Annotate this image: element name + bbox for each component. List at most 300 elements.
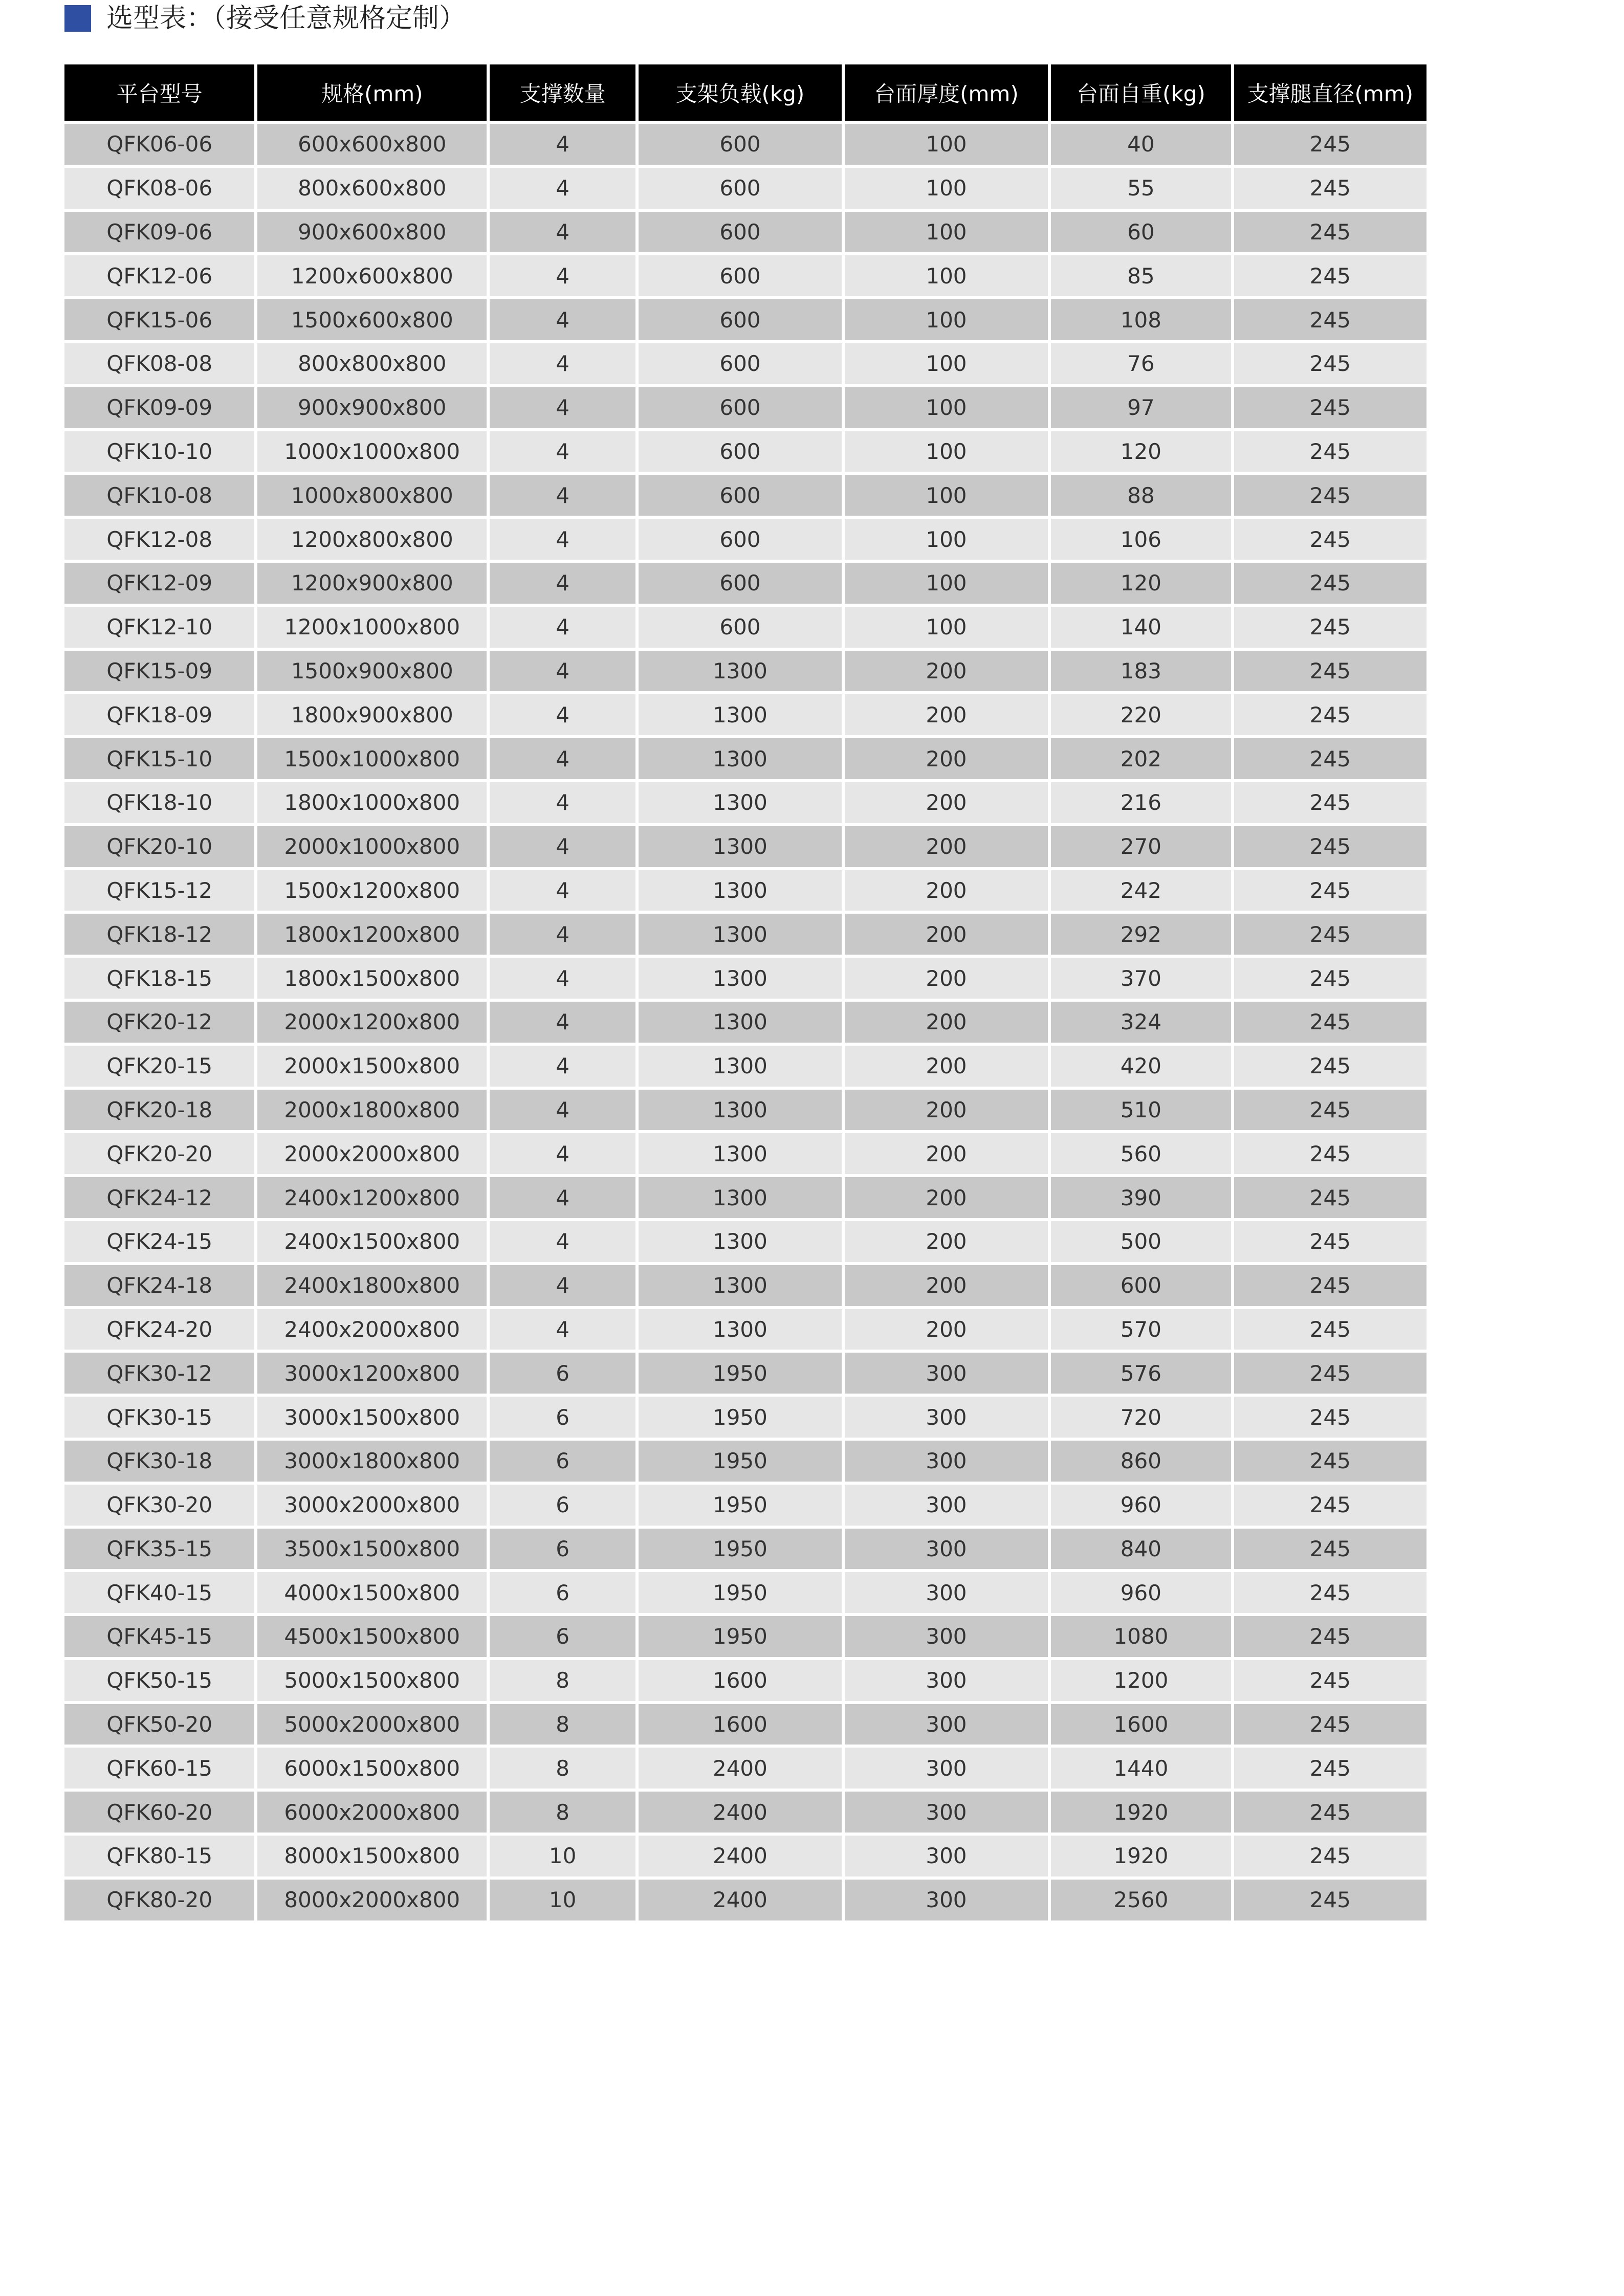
table-cell-thickness: 300 [845, 1704, 1048, 1745]
table-cell-leg-diameter: 245 [1234, 1704, 1427, 1745]
table-cell-load: 1300 [639, 1133, 842, 1174]
table-row [64, 870, 1427, 911]
table-cell-model: QFK35-15 [64, 1529, 254, 1570]
table-cell-weight: 270 [1051, 826, 1231, 867]
table-cell-model: QFK15-12 [64, 870, 254, 911]
table-cell-support-count: 6 [490, 1397, 635, 1438]
table-cell-load: 1600 [639, 1704, 842, 1745]
table-cell-load: 1300 [639, 1265, 842, 1306]
table-row [64, 1441, 1427, 1482]
table-row [64, 1485, 1427, 1526]
table-cell-thickness: 100 [845, 387, 1048, 428]
table-cell-weight: 202 [1051, 738, 1231, 779]
table-cell-support-count: 4 [490, 607, 635, 648]
table-cell-weight: 120 [1051, 563, 1231, 604]
table-cell-model: QFK09-06 [64, 212, 254, 253]
table-cell-support-count: 4 [490, 475, 635, 516]
table-cell-thickness: 200 [845, 1265, 1048, 1306]
table-cell-spec: 900x900x800 [257, 387, 487, 428]
table-cell-load: 1300 [639, 1221, 842, 1262]
table-cell-support-count: 4 [490, 431, 635, 472]
table-cell-leg-diameter: 245 [1234, 1397, 1427, 1438]
table-cell-weight: 1920 [1051, 1836, 1231, 1876]
table-cell-thickness: 100 [845, 255, 1048, 296]
table-row [64, 1748, 1427, 1789]
table-cell-weight: 960 [1051, 1485, 1231, 1526]
table-cell-weight: 1920 [1051, 1792, 1231, 1833]
table-header-row [64, 64, 1427, 121]
table-cell-thickness: 200 [845, 1309, 1048, 1350]
table-cell-weight: 500 [1051, 1221, 1231, 1262]
table-cell-support-count: 4 [490, 914, 635, 955]
table-cell-leg-diameter: 245 [1234, 255, 1427, 296]
column-header-model: 平台型号 [64, 64, 254, 121]
table-row [64, 1265, 1427, 1306]
table-cell-support-count: 4 [490, 738, 635, 779]
table-cell-thickness: 200 [845, 1090, 1048, 1131]
table-row [64, 387, 1427, 428]
table-row [64, 958, 1427, 999]
table-cell-model: QFK30-18 [64, 1441, 254, 1482]
table-cell-leg-diameter: 245 [1234, 168, 1427, 209]
table-cell-thickness: 100 [845, 431, 1048, 472]
table-cell-model: QFK15-09 [64, 651, 254, 692]
table-cell-model: QFK18-10 [64, 782, 254, 823]
table-cell-load: 1300 [639, 870, 842, 911]
table-cell-weight: 106 [1051, 519, 1231, 560]
table-cell-support-count: 4 [490, 826, 635, 867]
table-cell-thickness: 200 [845, 738, 1048, 779]
table-cell-model: QFK20-18 [64, 1090, 254, 1131]
table-cell-weight: 720 [1051, 1397, 1231, 1438]
table-cell-support-count: 10 [490, 1836, 635, 1876]
table-row [64, 1309, 1427, 1350]
table-cell-spec: 2000x1500x800 [257, 1046, 487, 1087]
column-header-thickness: 台面厚度(mm) [845, 64, 1048, 121]
table-cell-spec: 2000x2000x800 [257, 1133, 487, 1174]
table-cell-weight: 120 [1051, 431, 1231, 472]
table-cell-model: QFK24-12 [64, 1177, 254, 1218]
table-cell-thickness: 200 [845, 782, 1048, 823]
table-cell-weight: 420 [1051, 1046, 1231, 1087]
table-cell-thickness: 100 [845, 212, 1048, 253]
table-cell-thickness: 200 [845, 870, 1048, 911]
table-cell-thickness: 100 [845, 519, 1048, 560]
table-cell-thickness: 200 [845, 1221, 1048, 1262]
table-cell-leg-diameter: 245 [1234, 1353, 1427, 1394]
table-cell-support-count: 4 [490, 958, 635, 999]
table-cell-spec: 2000x1200x800 [257, 1002, 487, 1043]
table-cell-leg-diameter: 245 [1234, 782, 1427, 823]
table-cell-thickness: 200 [845, 1133, 1048, 1174]
table-cell-load: 2400 [639, 1748, 842, 1789]
table-cell-support-count: 4 [490, 519, 635, 560]
table-cell-spec: 1000x800x800 [257, 475, 487, 516]
table-cell-leg-diameter: 245 [1234, 1133, 1427, 1174]
table-cell-spec: 1800x900x800 [257, 694, 487, 735]
table-cell-model: QFK20-15 [64, 1046, 254, 1087]
table-cell-model: QFK80-20 [64, 1880, 254, 1920]
table-cell-support-count: 8 [490, 1792, 635, 1833]
table-cell-leg-diameter: 245 [1234, 1265, 1427, 1306]
table-cell-weight: 600 [1051, 1265, 1231, 1306]
table-cell-thickness: 300 [845, 1441, 1048, 1482]
table-cell-spec: 600x600x800 [257, 124, 487, 165]
table-cell-support-count: 4 [490, 694, 635, 735]
table-cell-weight: 324 [1051, 1002, 1231, 1043]
table-cell-model: QFK06-06 [64, 124, 254, 165]
table-cell-spec: 1200x900x800 [257, 563, 487, 604]
table-cell-leg-diameter: 245 [1234, 1177, 1427, 1218]
table-cell-support-count: 8 [490, 1660, 635, 1701]
table-cell-model: QFK50-15 [64, 1660, 254, 1701]
table-row [64, 299, 1427, 340]
table-cell-spec: 1000x1000x800 [257, 431, 487, 472]
table-cell-model: QFK80-15 [64, 1836, 254, 1876]
table-cell-load: 1300 [639, 914, 842, 955]
table-cell-load: 1950 [639, 1529, 842, 1570]
table-cell-spec: 2400x1800x800 [257, 1265, 487, 1306]
table-cell-weight: 576 [1051, 1353, 1231, 1394]
table-cell-leg-diameter: 245 [1234, 870, 1427, 911]
table-cell-weight: 1600 [1051, 1704, 1231, 1745]
table-cell-support-count: 6 [490, 1529, 635, 1570]
table-cell-thickness: 100 [845, 299, 1048, 340]
table-row [64, 431, 1427, 472]
table-row [64, 212, 1427, 253]
table-cell-weight: 1440 [1051, 1748, 1231, 1789]
table-cell-spec: 4500x1500x800 [257, 1616, 487, 1657]
table-cell-thickness: 300 [845, 1572, 1048, 1613]
table-cell-weight: 76 [1051, 343, 1231, 384]
selection-table [61, 61, 1430, 1924]
table-cell-load: 1300 [639, 826, 842, 867]
table-cell-load: 600 [639, 255, 842, 296]
table-cell-support-count: 4 [490, 168, 635, 209]
table-cell-leg-diameter: 245 [1234, 1002, 1427, 1043]
table-cell-weight: 860 [1051, 1441, 1231, 1482]
table-cell-load: 600 [639, 124, 842, 165]
table-cell-model: QFK12-06 [64, 255, 254, 296]
table-cell-weight: 1080 [1051, 1616, 1231, 1657]
table-cell-load: 600 [639, 431, 842, 472]
table-cell-weight: 560 [1051, 1133, 1231, 1174]
table-cell-support-count: 4 [490, 870, 635, 911]
table-cell-model: QFK18-09 [64, 694, 254, 735]
table-row [64, 168, 1427, 209]
table-row [64, 1397, 1427, 1438]
table-cell-spec: 3000x2000x800 [257, 1485, 487, 1526]
table-cell-model: QFK45-15 [64, 1616, 254, 1657]
table-cell-spec: 8000x2000x800 [257, 1880, 487, 1920]
table-cell-load: 600 [639, 168, 842, 209]
table-cell-model: QFK12-08 [64, 519, 254, 560]
table-cell-load: 600 [639, 607, 842, 648]
table-cell-spec: 2000x1000x800 [257, 826, 487, 867]
table-cell-thickness: 200 [845, 1046, 1048, 1087]
table-cell-weight: 40 [1051, 124, 1231, 165]
table-cell-thickness: 200 [845, 826, 1048, 867]
table-cell-load: 1300 [639, 1002, 842, 1043]
table-cell-leg-diameter: 245 [1234, 343, 1427, 384]
table-row [64, 124, 1427, 165]
table-cell-thickness: 300 [845, 1792, 1048, 1833]
table-cell-model: QFK09-09 [64, 387, 254, 428]
table-cell-load: 1950 [639, 1397, 842, 1438]
table-cell-spec: 3000x1200x800 [257, 1353, 487, 1394]
table-cell-support-count: 4 [490, 299, 635, 340]
table-cell-thickness: 200 [845, 1002, 1048, 1043]
table-cell-load: 1300 [639, 1309, 842, 1350]
table-row [64, 1046, 1427, 1087]
table-cell-thickness: 300 [845, 1353, 1048, 1394]
table-cell-load: 600 [639, 475, 842, 516]
table-cell-support-count: 10 [490, 1880, 635, 1920]
table-row [64, 738, 1427, 779]
table-row [64, 1221, 1427, 1262]
table-cell-thickness: 100 [845, 124, 1048, 165]
table-cell-model: QFK50-20 [64, 1704, 254, 1745]
table-cell-spec: 2400x2000x800 [257, 1309, 487, 1350]
table-cell-model: QFK60-20 [64, 1792, 254, 1833]
table-row [64, 914, 1427, 955]
table-cell-support-count: 6 [490, 1485, 635, 1526]
table-cell-weight: 840 [1051, 1529, 1231, 1570]
table-cell-support-count: 4 [490, 343, 635, 384]
table-cell-leg-diameter: 245 [1234, 958, 1427, 999]
table-cell-spec: 1500x1000x800 [257, 738, 487, 779]
column-header-spec: 规格(mm) [257, 64, 487, 121]
table-cell-leg-diameter: 245 [1234, 1748, 1427, 1789]
table-body [64, 124, 1427, 1920]
table-cell-spec: 1200x1000x800 [257, 607, 487, 648]
table-row [64, 1616, 1427, 1657]
table-cell-model: QFK18-12 [64, 914, 254, 955]
table-cell-leg-diameter: 245 [1234, 1792, 1427, 1833]
table-row [64, 343, 1427, 384]
table-cell-thickness: 100 [845, 343, 1048, 384]
table-cell-load: 600 [639, 519, 842, 560]
table-cell-support-count: 4 [490, 1309, 635, 1350]
table-row [64, 563, 1427, 604]
table-cell-spec: 1800x1500x800 [257, 958, 487, 999]
table-row [64, 255, 1427, 296]
table-cell-support-count: 6 [490, 1441, 635, 1482]
table-cell-spec: 800x800x800 [257, 343, 487, 384]
table-cell-leg-diameter: 245 [1234, 738, 1427, 779]
table-cell-model: QFK30-20 [64, 1485, 254, 1526]
table-cell-thickness: 300 [845, 1485, 1048, 1526]
table-row [64, 651, 1427, 692]
table-cell-spec: 1800x1000x800 [257, 782, 487, 823]
table-cell-support-count: 6 [490, 1572, 635, 1613]
table-cell-thickness: 200 [845, 694, 1048, 735]
table-row [64, 1880, 1427, 1920]
table-cell-thickness: 200 [845, 914, 1048, 955]
table-cell-load: 1950 [639, 1441, 842, 1482]
table-cell-leg-diameter: 245 [1234, 124, 1427, 165]
table-cell-weight: 216 [1051, 782, 1231, 823]
table-cell-leg-diameter: 245 [1234, 212, 1427, 253]
table-cell-spec: 3000x1500x800 [257, 1397, 487, 1438]
table-cell-leg-diameter: 245 [1234, 519, 1427, 560]
table-cell-leg-diameter: 245 [1234, 1616, 1427, 1657]
table-cell-leg-diameter: 245 [1234, 1880, 1427, 1920]
table-cell-weight: 85 [1051, 255, 1231, 296]
table-cell-leg-diameter: 245 [1234, 1309, 1427, 1350]
table-cell-load: 1300 [639, 958, 842, 999]
table-cell-model: QFK12-10 [64, 607, 254, 648]
table-cell-support-count: 4 [490, 563, 635, 604]
table-cell-thickness: 300 [845, 1660, 1048, 1701]
table-row [64, 1353, 1427, 1394]
table-cell-support-count: 4 [490, 212, 635, 253]
table-row [64, 1133, 1427, 1174]
table-cell-support-count: 4 [490, 1002, 635, 1043]
table-cell-model: QFK08-08 [64, 343, 254, 384]
table-row [64, 519, 1427, 560]
table-cell-support-count: 4 [490, 782, 635, 823]
table-cell-load: 600 [639, 563, 842, 604]
table-cell-leg-diameter: 245 [1234, 914, 1427, 955]
table-cell-support-count: 8 [490, 1704, 635, 1745]
table-cell-spec: 2400x1200x800 [257, 1177, 487, 1218]
table-cell-spec: 4000x1500x800 [257, 1572, 487, 1613]
table-row [64, 1002, 1427, 1043]
table-cell-leg-diameter: 245 [1234, 387, 1427, 428]
table-row [64, 1792, 1427, 1833]
table-cell-load: 1300 [639, 1046, 842, 1087]
table-cell-weight: 960 [1051, 1572, 1231, 1613]
table-cell-thickness: 100 [845, 563, 1048, 604]
table-cell-support-count: 4 [490, 651, 635, 692]
table-cell-spec: 6000x2000x800 [257, 1792, 487, 1833]
table-cell-spec: 8000x1500x800 [257, 1836, 487, 1876]
table-cell-model: QFK12-09 [64, 563, 254, 604]
table-cell-leg-diameter: 245 [1234, 1485, 1427, 1526]
heading-title: 选型表：（接受任意规格定制） [106, 3, 466, 34]
table-cell-spec: 1200x600x800 [257, 255, 487, 296]
table-cell-weight: 370 [1051, 958, 1231, 999]
heading-square-icon [64, 5, 91, 32]
table-cell-spec: 1500x600x800 [257, 299, 487, 340]
table-cell-weight: 292 [1051, 914, 1231, 955]
table-cell-load: 2400 [639, 1792, 842, 1833]
table-cell-model: QFK24-15 [64, 1221, 254, 1262]
table-row [64, 607, 1427, 648]
table-row [64, 782, 1427, 823]
table-cell-leg-diameter: 245 [1234, 1529, 1427, 1570]
table-row [64, 1660, 1427, 1701]
table-cell-support-count: 4 [490, 1046, 635, 1087]
table-cell-weight: 570 [1051, 1309, 1231, 1350]
table-cell-spec: 900x600x800 [257, 212, 487, 253]
table-row [64, 1836, 1427, 1876]
table-cell-load: 600 [639, 299, 842, 340]
table-cell-thickness: 300 [845, 1397, 1048, 1438]
table-row [64, 475, 1427, 516]
table-cell-weight: 510 [1051, 1090, 1231, 1131]
column-header-load: 支架负载(kg) [639, 64, 842, 121]
table-row [64, 1177, 1427, 1218]
table-cell-spec: 3000x1800x800 [257, 1441, 487, 1482]
table-cell-leg-diameter: 245 [1234, 1836, 1427, 1876]
table-cell-model: QFK10-08 [64, 475, 254, 516]
table-cell-spec: 1200x800x800 [257, 519, 487, 560]
table-cell-spec: 1800x1200x800 [257, 914, 487, 955]
table-cell-load: 600 [639, 343, 842, 384]
table-cell-leg-diameter: 245 [1234, 563, 1427, 604]
table-cell-support-count: 4 [490, 124, 635, 165]
table-cell-model: QFK10-10 [64, 431, 254, 472]
table-cell-load: 1300 [639, 782, 842, 823]
table-cell-leg-diameter: 245 [1234, 1090, 1427, 1131]
table-cell-model: QFK15-06 [64, 299, 254, 340]
table-cell-load: 2400 [639, 1836, 842, 1876]
table-cell-support-count: 4 [490, 1265, 635, 1306]
table-cell-weight: 140 [1051, 607, 1231, 648]
table-row [64, 826, 1427, 867]
table-cell-weight: 60 [1051, 212, 1231, 253]
table-cell-model: QFK30-12 [64, 1353, 254, 1394]
table-cell-load: 600 [639, 387, 842, 428]
table-cell-support-count: 8 [490, 1748, 635, 1789]
table-cell-load: 600 [639, 212, 842, 253]
table-cell-thickness: 100 [845, 607, 1048, 648]
table-cell-model: QFK24-20 [64, 1309, 254, 1350]
table-cell-thickness: 300 [845, 1880, 1048, 1920]
table-cell-weight: 108 [1051, 299, 1231, 340]
table-cell-leg-diameter: 245 [1234, 694, 1427, 735]
table-cell-load: 1950 [639, 1353, 842, 1394]
column-header-leg-diameter: 支撑腿直径(mm) [1234, 64, 1427, 121]
table-cell-spec: 800x600x800 [257, 168, 487, 209]
table-cell-model: QFK24-18 [64, 1265, 254, 1306]
table-cell-weight: 88 [1051, 475, 1231, 516]
table-cell-leg-diameter: 245 [1234, 826, 1427, 867]
table-cell-model: QFK08-06 [64, 168, 254, 209]
table-cell-model: QFK18-15 [64, 958, 254, 999]
table-cell-leg-diameter: 245 [1234, 1572, 1427, 1613]
table-cell-weight: 242 [1051, 870, 1231, 911]
table-cell-weight: 97 [1051, 387, 1231, 428]
table-cell-weight: 220 [1051, 694, 1231, 735]
table-cell-load: 1300 [639, 1177, 842, 1218]
table-cell-thickness: 300 [845, 1836, 1048, 1876]
table-cell-thickness: 100 [845, 475, 1048, 516]
table-cell-spec: 2400x1500x800 [257, 1221, 487, 1262]
table-cell-support-count: 4 [490, 1090, 635, 1131]
table-cell-weight: 2560 [1051, 1880, 1231, 1920]
table-cell-load: 2400 [639, 1880, 842, 1920]
table-cell-spec: 6000x1500x800 [257, 1748, 487, 1789]
table-cell-weight: 183 [1051, 651, 1231, 692]
table-cell-model: QFK20-20 [64, 1133, 254, 1174]
section-heading [64, 0, 466, 37]
table-cell-model: QFK20-10 [64, 826, 254, 867]
table-cell-thickness: 100 [845, 168, 1048, 209]
table-row [64, 1704, 1427, 1745]
table-cell-load: 1300 [639, 738, 842, 779]
table-row [64, 1572, 1427, 1613]
table-cell-thickness: 300 [845, 1616, 1048, 1657]
table-cell-support-count: 4 [490, 387, 635, 428]
table-cell-thickness: 300 [845, 1748, 1048, 1789]
table-cell-spec: 2000x1800x800 [257, 1090, 487, 1131]
table-cell-thickness: 200 [845, 958, 1048, 999]
column-header-support-count: 支撑数量 [490, 64, 635, 121]
table-cell-leg-diameter: 245 [1234, 1660, 1427, 1701]
